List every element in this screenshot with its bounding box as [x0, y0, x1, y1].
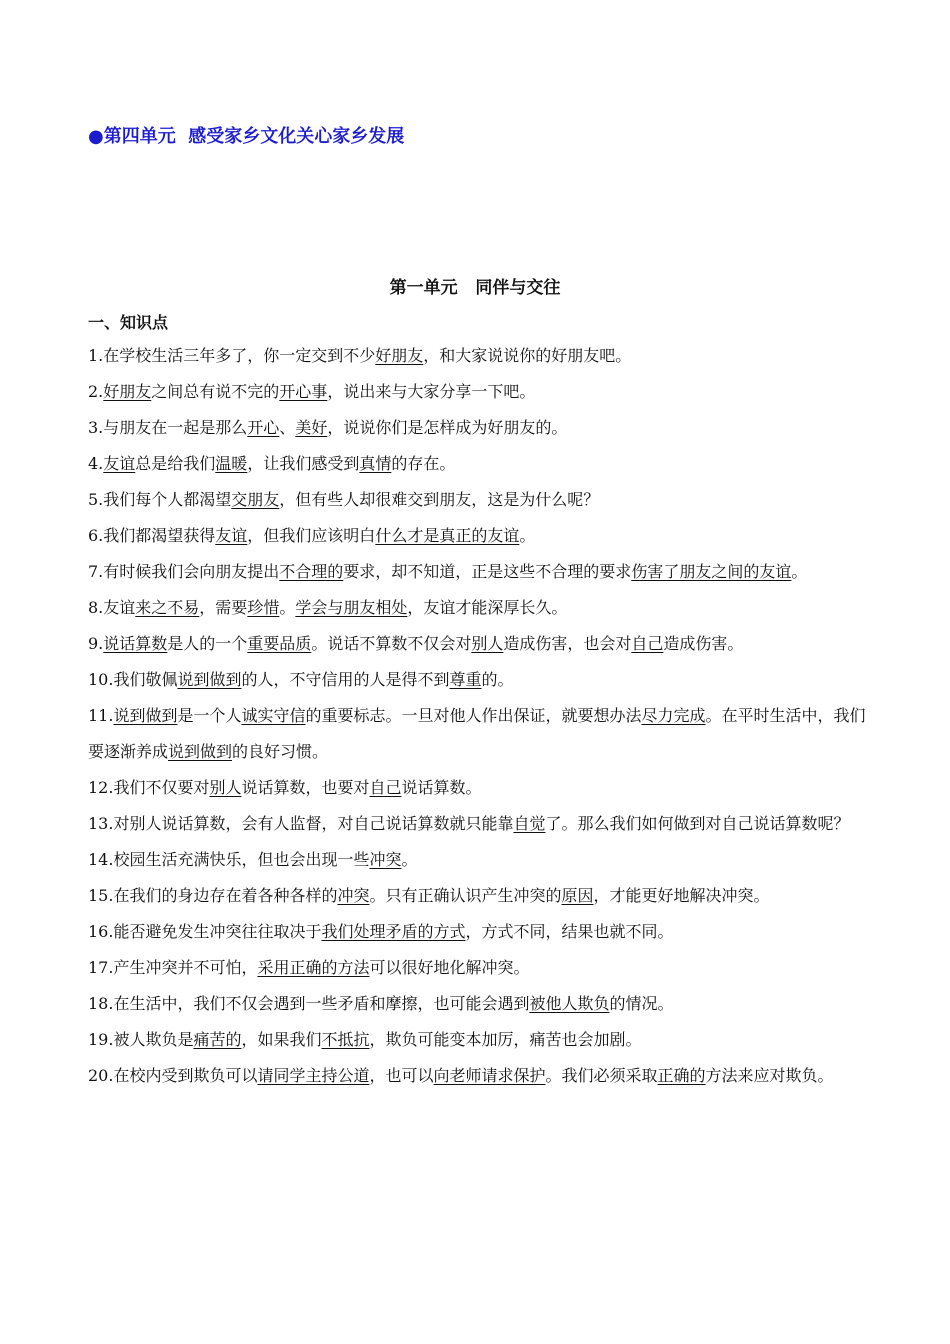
- knowledge-point-item: [88, 338, 878, 374]
- key-phrase: 说到做到: [113, 706, 178, 725]
- item-text: 造成伤害，也会对: [503, 634, 632, 653]
- knowledge-point-item: [88, 482, 878, 518]
- item-text: 。只有正确认识产生冲突的: [369, 886, 562, 905]
- item-text: ，说说你们是怎样成为好朋友的。: [327, 418, 568, 437]
- item-text: ，但我们应该明白: [247, 526, 376, 545]
- knowledge-point-item: [88, 626, 878, 662]
- section-heading: 一、知识点: [88, 313, 169, 332]
- key-phrase: 自己: [631, 634, 664, 653]
- knowledge-point-item: [88, 806, 878, 842]
- knowledge-point-item: [88, 914, 878, 950]
- knowledge-point-item: [88, 986, 878, 1022]
- key-phrase: 诚实守信: [241, 706, 306, 725]
- key-phrase: 重要品质: [247, 634, 312, 653]
- item-text: 要求，却不知道，正是这些不合理的要求: [343, 562, 632, 581]
- knowledge-point-item: [88, 1058, 878, 1094]
- item-text: 4.: [88, 454, 104, 473]
- item-text: ，友谊才能深厚长久。: [407, 598, 568, 617]
- item-text: 9.: [88, 634, 104, 653]
- unit-name: 同伴与交往: [475, 278, 561, 298]
- item-text: 18.在生活中，我们不仅会遇到一些矛盾和摩擦，也可能会遇到: [88, 994, 530, 1013]
- item-text: 2.: [88, 382, 104, 401]
- key-phrase: 伤害了朋友之间的友谊: [631, 562, 792, 581]
- key-phrase: 来之不易: [135, 598, 200, 617]
- bullet-icon: ●: [88, 126, 104, 147]
- item-text: ，如果我们: [241, 1030, 322, 1049]
- item-text: 说话算数。: [401, 778, 482, 797]
- key-phrase: 说到做到: [177, 670, 242, 689]
- item-text: ，但有些人却很难交到朋友，这是为什么呢？: [279, 490, 600, 509]
- knowledge-point-item: [88, 698, 878, 770]
- item-text: 3.与朋友在一起是那么: [88, 418, 248, 437]
- knowledge-point-item: [88, 770, 878, 806]
- item-text: 的存在。: [391, 454, 456, 473]
- key-phrase: 开心: [247, 418, 280, 437]
- knowledge-point-item: [88, 878, 878, 914]
- item-text: 了。那么我们如何做到对自己说话算数呢？: [545, 814, 850, 833]
- key-phrase: 自觉: [513, 814, 546, 833]
- item-text: ，也可以: [369, 1066, 434, 1085]
- item-text: 。说话不算数不仅会对: [311, 634, 472, 653]
- knowledge-point-item: [88, 446, 878, 482]
- knowledge-point-item: [88, 410, 878, 446]
- key-phrase: 学会与朋友相处: [295, 598, 408, 617]
- item-text: 。我们必须采取: [545, 1066, 658, 1085]
- key-phrase: 正确的: [657, 1066, 706, 1085]
- key-phrase: 自己: [369, 778, 402, 797]
- key-phrase: 好朋友: [103, 382, 152, 401]
- item-text: 的良好习惯。: [232, 742, 329, 761]
- key-phrase: 交朋友: [231, 490, 280, 509]
- knowledge-point-item: [88, 374, 878, 410]
- key-phrase: 美好: [295, 418, 328, 437]
- item-text: ，方式不同，结果也就不同。: [465, 922, 674, 941]
- item-text: 15.在我们的身边存在着各种各样的: [88, 886, 338, 905]
- key-phrase: 向老师请求保护: [433, 1066, 546, 1085]
- key-phrase: 别人: [209, 778, 242, 797]
- key-phrase: 痛苦的: [193, 1030, 242, 1049]
- key-phrase: 冲突: [369, 850, 402, 869]
- knowledge-point-item: [88, 842, 878, 878]
- item-text: ，需要: [199, 598, 248, 617]
- item-text: 的重要标志。一旦对他人作出保证，就要想办法: [305, 706, 642, 725]
- item-text: 17.产生冲突并不可怕，: [88, 958, 258, 977]
- item-text: 的。: [481, 670, 514, 689]
- item-text: 20.在校内受到欺负可以: [88, 1066, 258, 1085]
- key-phrase: 不抵抗: [321, 1030, 370, 1049]
- key-phrase: 请同学主持公道: [257, 1066, 370, 1085]
- item-text: 。: [279, 598, 296, 617]
- item-text: 8.友谊: [88, 598, 136, 617]
- item-text: 是一个人: [177, 706, 242, 725]
- item-text: ，让我们感受到: [247, 454, 360, 473]
- key-phrase: 原因: [561, 886, 594, 905]
- key-phrase: 不合理的: [279, 562, 344, 581]
- toc-entry-unit-4[interactable]: [88, 122, 404, 148]
- key-phrase: 采用正确的方法: [257, 958, 370, 977]
- item-text: 可以很好地化解冲突。: [369, 958, 530, 977]
- key-phrase: 温暖: [215, 454, 248, 473]
- item-text: ，说出来与大家分享一下吧。: [327, 382, 536, 401]
- key-phrase: 尽力完成: [641, 706, 706, 725]
- item-text: 说话算数，也要对: [241, 778, 370, 797]
- item-text: ，和大家说说你的好朋友吧。: [423, 346, 632, 365]
- item-text: 方法来应对欺负。: [705, 1066, 834, 1085]
- item-text: ，才能更好地解决冲突。: [593, 886, 770, 905]
- key-phrase: 珍惜: [247, 598, 280, 617]
- knowledge-point-item: [88, 662, 878, 698]
- item-text: 6.我们都渴望获得: [88, 526, 216, 545]
- key-phrase: 开心事: [279, 382, 328, 401]
- item-text: 。: [791, 562, 808, 581]
- item-text: 12.我们不仅要对: [88, 778, 210, 797]
- key-phrase: 友谊: [103, 454, 136, 473]
- unit-label: 第一单元: [389, 278, 458, 298]
- knowledge-point-item: [88, 590, 878, 626]
- toc-unit-label: 第四单元: [103, 126, 176, 147]
- item-text: 、: [279, 418, 296, 437]
- key-phrase: 真情: [359, 454, 392, 473]
- item-text: 5.我们每个人都渴望: [88, 490, 232, 509]
- key-phrase: 别人: [471, 634, 504, 653]
- item-text: 的人，不守信用的人是得不到: [241, 670, 450, 689]
- item-text: 是人的一个: [167, 634, 248, 653]
- item-text: 造成伤害。: [663, 634, 744, 653]
- key-phrase: 什么才是真正的友谊: [375, 526, 520, 545]
- item-text: 的情况。: [609, 994, 674, 1013]
- toc-unit-title: 感受家乡文化关心家乡发展: [188, 126, 405, 147]
- key-phrase: 说话算数: [103, 634, 168, 653]
- item-text: 1.在学校生活三年多了，你一定交到不少: [88, 346, 376, 365]
- knowledge-point-item: [88, 950, 878, 986]
- item-text: 总是给我们: [135, 454, 216, 473]
- item-text: 13.对别人说话算数，会有人监督，对自己说话算数就只能靠: [88, 814, 514, 833]
- item-text: 。在平时生活中，我们要逐渐养成: [88, 706, 866, 761]
- item-text: 7.有时候我们会向朋友提出: [88, 562, 280, 581]
- key-phrase: 好朋友: [375, 346, 424, 365]
- key-phrase: 冲突: [337, 886, 370, 905]
- item-text: ，欺负可能变本加厉，痛苦也会加剧。: [369, 1030, 642, 1049]
- item-text: 。: [401, 850, 418, 869]
- key-phrase: 说到做到: [168, 742, 233, 761]
- key-phrase: 尊重: [449, 670, 482, 689]
- item-text: 19.被人欺负是: [88, 1030, 194, 1049]
- key-phrase: 友谊: [215, 526, 248, 545]
- item-text: 16.能否避免发生冲突往往取决于: [88, 922, 322, 941]
- knowledge-point-list: [88, 338, 878, 1094]
- knowledge-point-item: [88, 554, 878, 590]
- knowledge-point-item: [88, 518, 878, 554]
- key-phrase: 被他人欺负: [529, 994, 610, 1013]
- item-text: 10.我们敬佩: [88, 670, 178, 689]
- unit-title: [0, 273, 950, 298]
- item-text: 之间总有说不完的: [151, 382, 280, 401]
- key-phrase: 我们处理矛盾的方式: [321, 922, 466, 941]
- item-text: 。: [519, 526, 536, 545]
- item-text: 11.: [88, 706, 114, 725]
- item-text: 14.校园生活充满快乐，但也会出现一些: [88, 850, 370, 869]
- knowledge-point-item: [88, 1022, 878, 1058]
